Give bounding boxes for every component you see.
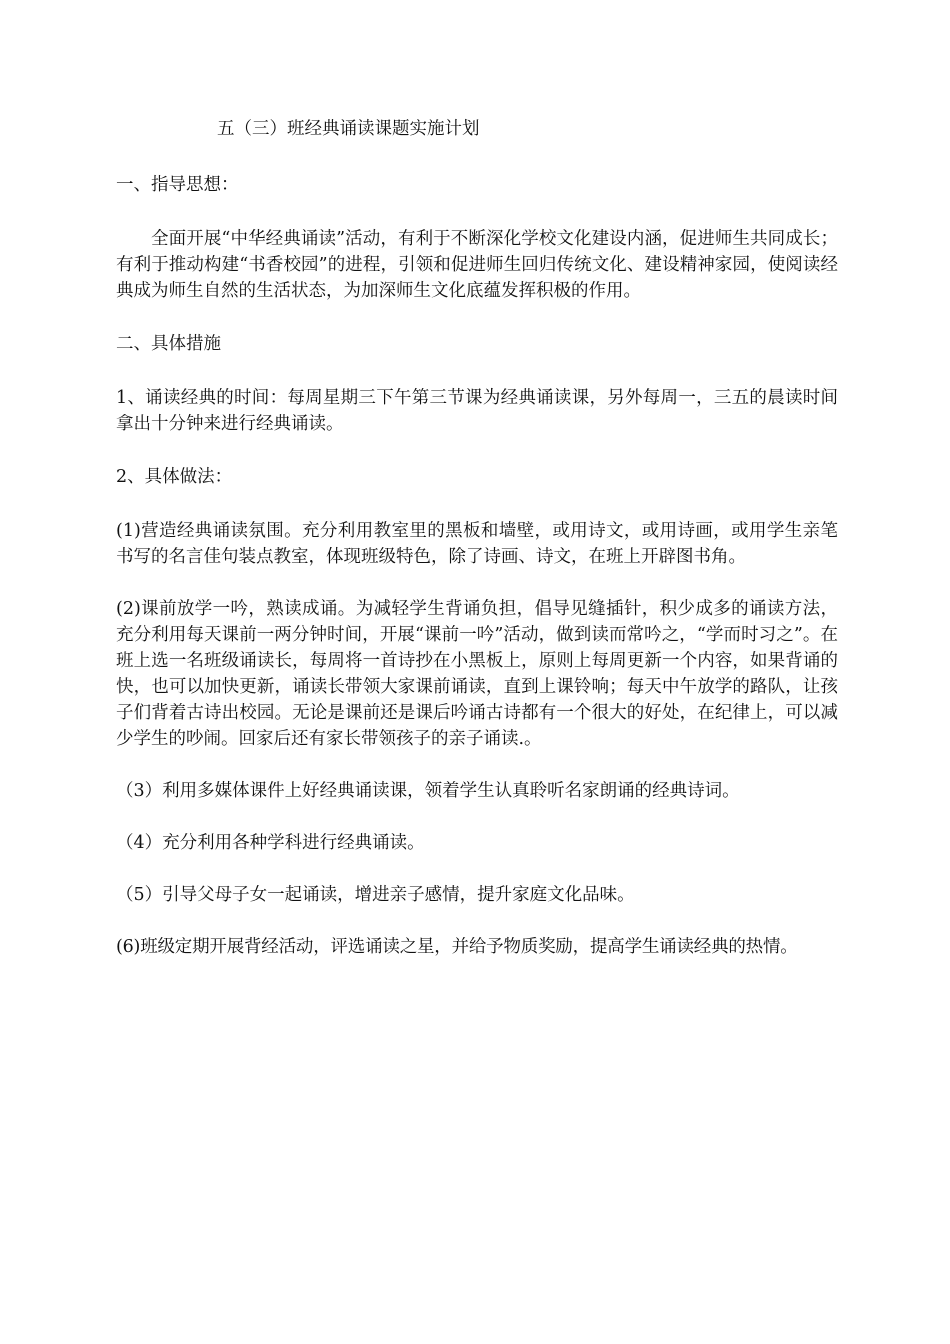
section2-heading: 二、具体措施: [116, 334, 221, 354]
method-item-1: (1)营造经典诵读氛围。充分利用教室里的黑板和墙壁，或用诗文，或用诗画，或用学生亲笔书写的名言佳句装点教室，体现班级特色，除了诗画、诗文，在班上开辟图书角。: [116, 521, 838, 567]
section1-heading: 一、指导思想：: [116, 175, 239, 195]
method-item-4: （4）充分利用各种学科进行经典诵读。: [116, 833, 425, 853]
document-body: [116, 116, 838, 986]
point1-paragraph: 1、诵读经典的时间：每周星期三下午第三节课为经典诵读课，另外每周一，三五的晨读时间拿出十分钟来进行经典诵读。: [116, 388, 838, 434]
method-item-5: （5）引导父母子女一起诵读，增进亲子感情，提升家庭文化品味。: [116, 885, 635, 905]
point2-heading: 2、具体做法：: [116, 467, 233, 487]
method-item-2: (2)课前放学一吟，熟读成诵。为减轻学生背诵负担，倡导见缝插针，积少成多的诵读方法，充分利用每天课前一两分钟时间，开展“课前一吟”活动，做到读而常吟之，“学而时习之”。在班上选一名班级诵读长，每周将一首诗抄在小黑板上，原则上每周更新一个内容，如果背诵的快，也可以加快更新，诵读长带领大家课前诵读，直到上课铃响；每天中午放学的路队，让孩子们背着古诗出校园。无论是课前还是课后吟诵古诗都有一个很大的好处，在纪律上，可以减少学生的吵闹。回家后还有家长带领孩子的亲子诵读.。: [116, 599, 838, 749]
section1-paragraph: 全面开展“中华经典诵读”活动，有利于不断深化学校文化建设内涵，促进师生共同成长；有利于推动构建“书香校园”的进程，引领和促进师生回归传统文化、建设精神家园，使阅读经典成为师生自然的生活状态，为加深师生文化底蕴发挥积极的作用。: [116, 229, 838, 301]
method-item-6: (6)班级定期开展背经活动，评选诵读之星，并给予物质奖励，提高学生诵读经典的热情。: [116, 937, 798, 957]
document-title: 五（三）班经典诵读课题实施计划: [217, 119, 480, 139]
method-item-3: （3）利用多媒体课件上好经典诵读课，领着学生认真聆听名家朗诵的经典诗词。: [116, 781, 740, 801]
